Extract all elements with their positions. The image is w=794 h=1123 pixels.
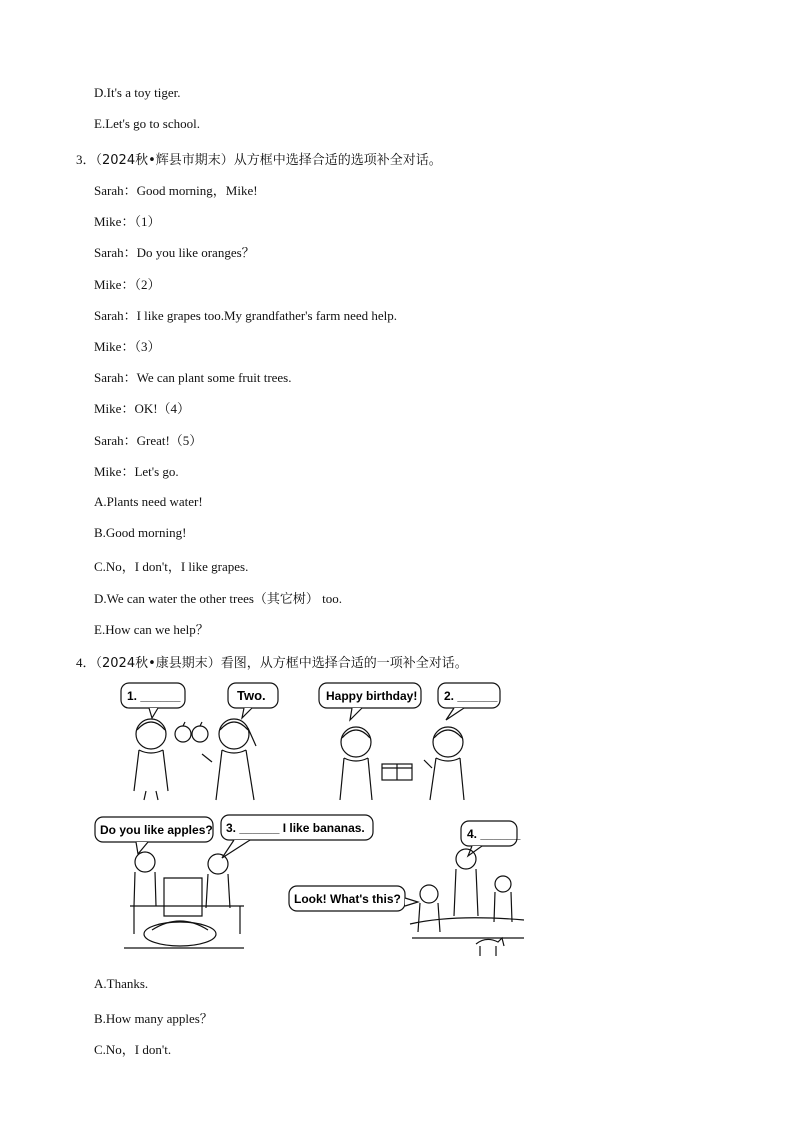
question-number: 4． bbox=[76, 655, 96, 670]
dialogue-line: Sarah：Great!（5） bbox=[94, 433, 203, 448]
option-line: B.Good morning! bbox=[94, 525, 187, 540]
question-source: （2024秋•康县期末） bbox=[95, 656, 221, 671]
bubble-6-text: 3. ______ I like bananas. bbox=[226, 821, 365, 835]
option-line: D.We can water the other trees（其它树） too. bbox=[94, 591, 343, 606]
question-instruction: 看图，从方框中选择合适的一项补全对话。 bbox=[220, 656, 468, 671]
bubble-2-text: Two. bbox=[237, 688, 266, 703]
question-instruction: 从方框中选择合适的选项补全对话。 bbox=[233, 153, 442, 168]
option-line: A.Thanks. bbox=[94, 976, 149, 991]
scene-4 bbox=[289, 821, 524, 956]
bubble-7-text: 4. ______ bbox=[467, 827, 521, 841]
option-line: A.Plants need water! bbox=[94, 494, 203, 509]
question-3-header bbox=[76, 149, 442, 168]
dialogue-illustration bbox=[94, 676, 526, 966]
dialogue-line: Mike：Let's go. bbox=[94, 464, 179, 479]
dialogue-line: Sarah：Good morning，Mike! bbox=[94, 183, 258, 198]
option-line: C.No，I don't. bbox=[94, 1042, 172, 1057]
bubble-8-text: Look! What's this? bbox=[294, 892, 401, 906]
dialogue-line: Mike：（3） bbox=[94, 339, 161, 354]
dialogue-line: Mike：OK!（4） bbox=[94, 401, 191, 416]
question-number: 3． bbox=[76, 152, 96, 167]
option-line: D.It's a toy tiger. bbox=[94, 85, 181, 100]
option-line: C.No，I don't，I like grapes. bbox=[94, 559, 249, 574]
question-4-header bbox=[76, 652, 468, 671]
option-line: E.Let's go to school. bbox=[94, 116, 200, 131]
dialogue-line: Mike：（1） bbox=[94, 214, 161, 229]
bubble-3-text: Happy birthday! bbox=[326, 689, 418, 703]
bubble-1-text: 1. ______ bbox=[127, 689, 181, 703]
bubble-4-text: 2. ______ bbox=[444, 689, 498, 703]
question-source: （2024秋•辉县市期末） bbox=[95, 153, 234, 168]
dialogue-line: Mike：（2） bbox=[94, 277, 161, 292]
dialogue-line: Sarah：Do you like oranges？ bbox=[94, 245, 255, 260]
option-line: B.How many apples？ bbox=[94, 1011, 213, 1026]
option-line: E.How can we help？ bbox=[94, 622, 209, 637]
dialogue-line: Sarah：I like grapes too.My grandfather's farm need help. bbox=[94, 308, 398, 323]
dialogue-line: Sarah：We can plant some fruit trees. bbox=[94, 370, 292, 385]
bubble-5-text: Do you like apples? bbox=[100, 823, 213, 837]
